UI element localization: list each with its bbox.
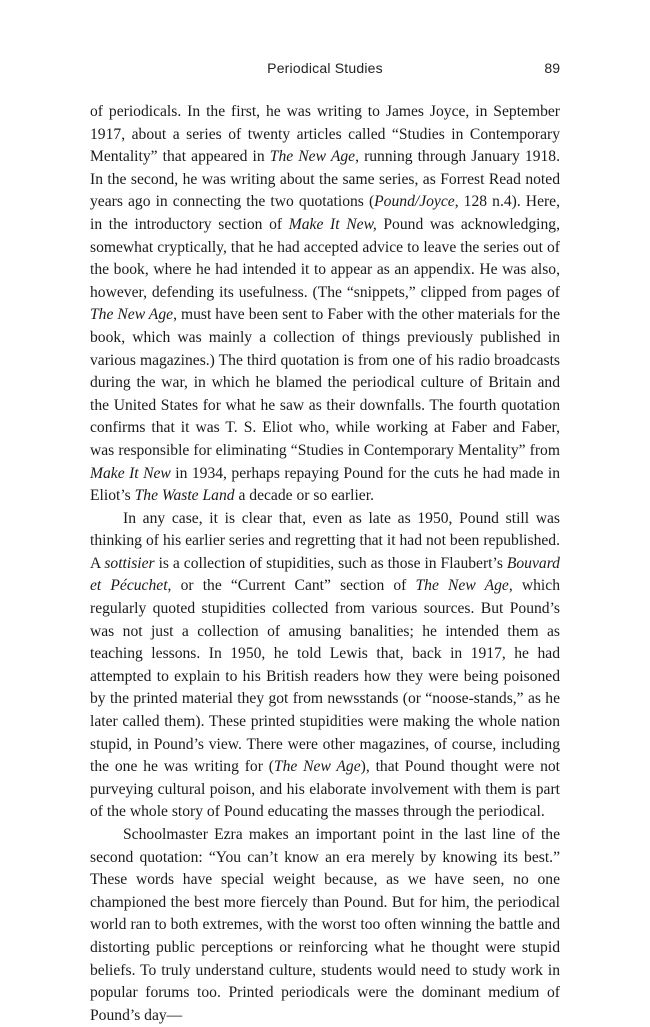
text-run: , which regularly quoted stupidities collected from various sources. But Pound’s was not just a collection of amusing banalities; he intended them as teaching lessons. In 1950, he told Lewis that, back in 1917, he had attempted to explain to his British readers how they were being poisoned by the printed material they got from newsstands (or “noose-stands,” as he later called them). These printed stupidities were making the whole nation stupid, in Pound’s view. There were other magazines, of course, including the one he was writing for (	[90, 577, 560, 776]
italic-title: The New Age	[90, 306, 174, 324]
text-run: ), that Pound thought were not purveying cultural poison, and his elaborate involvement with them is part of the whole story of Pound educating the masses through the periodical.	[90, 758, 560, 821]
italic-title: Pound/Joyce	[374, 193, 455, 211]
italic-title: Make It New,	[288, 215, 377, 233]
paragraph-1	[90, 101, 560, 508]
text-run: Schoolmaster Ezra makes an important point in the last line of the second quotation: “You can’t know an era merely by knowing its best.” These words have special weight because, as we have seen, no one championed the best more fiercely than Pound. But for him, the periodical world ran to both extremes, with the worst too often winning the battle and distorting public perceptions or reinforcing what he thought were stupid beliefs. To truly understand culture, students would need to study work in popular forums too. Printed periodicals were the dominant medium of Pound’s day—	[90, 826, 560, 1024]
italic-title: The Waste Land	[134, 487, 235, 505]
text-run: a decade or so earlier.	[234, 487, 374, 505]
page-number: 89	[544, 60, 560, 76]
running-head	[90, 60, 560, 82]
paragraph-2	[90, 508, 560, 824]
text-run: of periodicals. In the first, he was writing to James Joyce, in September 1917, about a series of twenty articles called “Studies in Contemporary Mentality” that appeared in	[90, 103, 560, 166]
paragraph-3	[90, 824, 560, 1027]
text-run: in 1934, perhaps repaying Pound for the cuts he had made in Eliot’s	[90, 464, 560, 505]
text-run: , must have been sent to Faber with the other materials for the book, which was mainly a collection of things previously published in various magazines.) The third quotation is from one of his radio broadcasts during the war, in which he blamed the periodical culture of Britain and the United States for what he saw as their downfalls. The fourth quotation confirms that it was T. S. Eliot who, while working at Faber and Faber, was responsible for eliminating “Studies in Contemporary Mentality” from	[90, 306, 560, 459]
text-run: In any case, it is clear that, even as late as 1950, Pound still was thinking of his earlier series and regretting that it had not been republished. A	[90, 509, 560, 572]
italic-title: Bouvard et Pécuchet	[90, 554, 560, 595]
running-title: Periodical Studies	[267, 60, 383, 76]
italic-title: Make It New	[90, 464, 171, 482]
italic-title: The New Age	[415, 577, 509, 595]
text-run: is a collection of stupidities, such as those in Flaubert’s	[154, 554, 507, 572]
text-run: , or the “Current Cant” section of	[167, 577, 416, 595]
text-run: , running through January 1918. In the second, he was writing about the same series, as Forrest Read noted years ago in connecting the two quotations (	[90, 148, 560, 211]
italic-term: sottisier	[104, 554, 155, 572]
text-run: Pound was acknowledging, somewhat cryptically, that he had accepted advice to leave the series out of the book, where he had intended it to appear as an appendix. He was also, however, defending its usefulness. (The “snippets,” clipped from pages of	[90, 215, 560, 301]
text-run: , 128 n.4). Here, in the introductory section of	[90, 193, 561, 233]
italic-title: The New Age	[269, 148, 356, 166]
italic-title: The New Age	[273, 758, 361, 776]
body-text	[90, 101, 560, 1027]
